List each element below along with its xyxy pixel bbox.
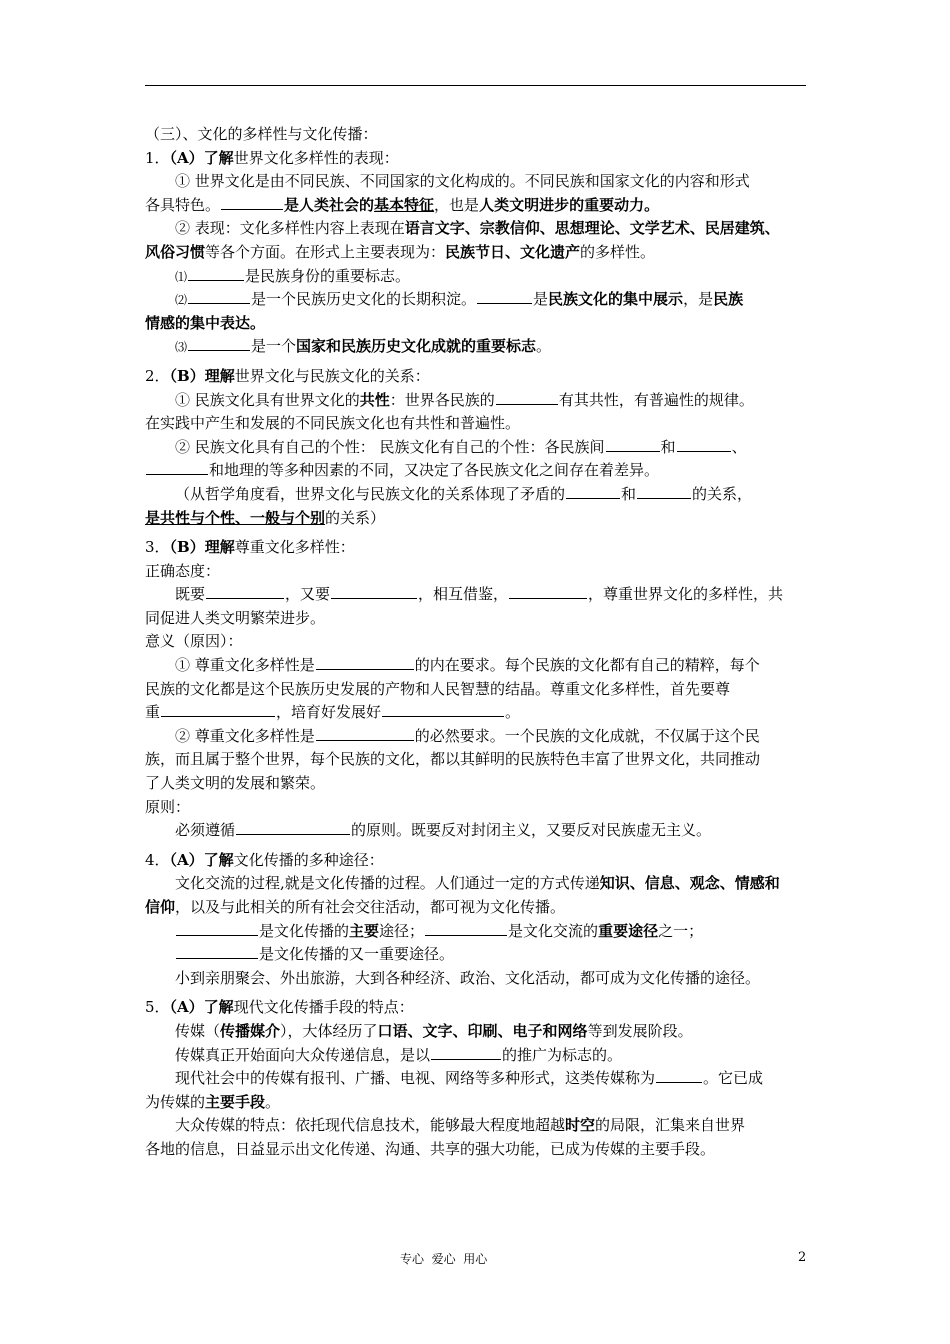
fill-blank (316, 654, 414, 670)
meaning-label: 意义（原因）： (145, 632, 243, 651)
fill-blank (206, 583, 284, 599)
item-4-p1a: 文化交流的过程,就是文化传播的过程。人们通过一定的方式传递知识、信息、观念、情感和 (175, 874, 780, 893)
item-2-p1b: 在实践中产生和发展的不同民族文化也有共性和普遍性。 (145, 414, 521, 433)
fill-blank (431, 1044, 501, 1060)
fill-blank (606, 436, 660, 452)
item-4-p1b: 信仰，以及与此相关的所有社会交往活动，都可视为文化传播。 (145, 898, 566, 916)
item-1-p1a: ① 世界文化是由不同民族、不同国家的文化构成的。不同民族和国家文化的内容和形式 (175, 172, 750, 191)
item-4-p2: 是文化传播的主要途径； 是文化交流的重要途径之一； (145, 920, 810, 944)
footer-motto: 专心 爱心 用心 (400, 1252, 488, 1266)
item-1-i3: ⑶ 是一个国家和民族历史文化成就的重要标志。 (175, 337, 552, 356)
fill-blank (496, 389, 558, 405)
fill-blank (656, 1067, 702, 1083)
fill-blank (221, 194, 283, 210)
fill-blank (477, 288, 532, 304)
item-3-m2c: 了人类文明的发展和繁荣。 (145, 774, 326, 793)
item-4-heading: 4．（A）了解文化传播的多种途径： (145, 850, 384, 869)
item-3-m2b: 族，而且属于整个世界，每个民族的文化，都以其鲜明的民族特色丰富了世界文化，共同推动 (145, 750, 761, 769)
fill-blank (637, 483, 691, 499)
fill-blank (316, 725, 414, 741)
item-5-p3b: 为传媒的主要手段。 (145, 1092, 281, 1111)
fill-blank (188, 335, 250, 351)
item-2-p2a: ② 民族文化具有自己的个性： 民族文化有自己的个性：各民族间 和 、 (175, 437, 747, 456)
fill-blank (188, 288, 250, 304)
item-2-p1a: ① 民族文化具有世界文化的共性：世界各民族的 有其共性，有普遍性的规律。 (175, 390, 754, 409)
fill-blank (425, 920, 507, 936)
fill-blank (176, 920, 258, 936)
item-5-p1: 传媒（传播媒介），大体经历了口语、文字、印刷、电子和网络等到发展阶段。 (175, 1021, 693, 1040)
item-3-principle: 必须遵循 的原则。既要反对封闭主义，又要反对民族虚无主义。 (175, 821, 712, 840)
item-3-m1c: 重 ，培育好发展好 。 (145, 703, 521, 722)
item-1-heading: 1．（A）了解世界文化多样性的表现： (145, 148, 399, 167)
fill-blank (677, 436, 731, 452)
section-heading: （三）、文化的多样性与文化传播： (145, 125, 378, 143)
item-5-p2: 传媒真正开始面向大众传递信息，是以 的推广为标志的。 (175, 1045, 623, 1064)
item-3-m2a: ② 尊重文化多样性是 的必然要求。一个民族的文化成就，不仅属于这个民 (175, 726, 760, 745)
item-5-p3a: 现代社会中的传媒有报刊、广播、电视、网络等多种形式，这类传媒称为 。它已成 (175, 1069, 764, 1088)
page-footer (0, 1250, 950, 1270)
item-3-att-b: 同促进人类文明繁荣进步。 (145, 608, 326, 627)
header-rule (145, 85, 806, 86)
page-content (145, 123, 810, 1162)
attitude-label: 正确态度： (145, 561, 221, 580)
fill-blank (146, 459, 208, 475)
item-3-m1b: 民族的文化都是这个民族历史发展的产物和人民智慧的结晶。尊重文化多样性，首先要尊 (145, 679, 731, 698)
item-1-p2b: 风俗习惯等各个方面。在形式上主要表现为：民族节日、文化遗产的多样性。 (145, 242, 656, 261)
item-2-heading: 2．（B）理解世界文化与民族文化的关系： (145, 366, 430, 385)
fill-blank (236, 819, 350, 835)
item-4-p4: 小到亲朋聚会、外出旅游，大到各种经济、政治、文化活动，都可成为文化传播的途径。 (175, 968, 761, 987)
item-1-p2a: ② 表现：文化多样性内容上表现在语言文字、宗教信仰、思想理论、文学艺术、民居建筑、 (175, 219, 780, 238)
fill-blank (509, 583, 587, 599)
fill-blank (161, 701, 275, 717)
fill-blank (331, 583, 417, 599)
item-3-m1a: ① 尊重文化多样性是 的内在要求。每个民族的文化都有自己的精粹，每个 (175, 656, 760, 675)
principle-label: 原则： (145, 797, 191, 816)
item-1-p1b: 各具特色。 是人类社会的基本特征，也是人类文明进步的重要动力。 (145, 195, 660, 214)
item-5-heading: 5．（A）了解现代文化传播手段的特点： (145, 998, 414, 1017)
fill-blank (188, 265, 244, 281)
item-1-i1: ⑴ 是民族身份的重要标志。 (175, 266, 411, 285)
item-5-p4b: 各地的信息，日益显示出文化传递、沟通、共享的强大功能，已成为传媒的主要手段。 (145, 1139, 716, 1158)
item-1-i2b: 情感的集中表达。 (145, 313, 266, 332)
fill-blank (176, 943, 258, 959)
fill-blank (382, 701, 504, 717)
item-3-att-a: 既要 ，又要 ，相互借鉴， ，尊重世界文化的多样性，共 (175, 585, 784, 604)
item-1-i2a: ⑵ 是一个民族历史文化的长期积淀。 是民族文化的集中展示，是民族 (175, 290, 744, 309)
item-4-p3: 是文化传播的又一重要途径。 (145, 943, 810, 967)
page-number: 2 (798, 1250, 807, 1265)
item-3-heading: 3．（B）理解尊重文化多样性： (145, 538, 355, 557)
item-2-p2b: 和地理的等多种因素的不同，又决定了各民族文化之间存在着差异。 (145, 459, 810, 483)
item-2-p3b: 是共性与个性、一般与个别的关系） (145, 508, 386, 527)
item-2-p3a: （从哲学角度看，世界文化与民族文化的关系体现了矛盾的 和 的关系， (175, 484, 753, 503)
item-5-p4a: 大众传媒的特点：依托现代信息技术，能够最大程度地超越时空的局限，汇集来自世界 (175, 1116, 746, 1135)
fill-blank (566, 483, 620, 499)
